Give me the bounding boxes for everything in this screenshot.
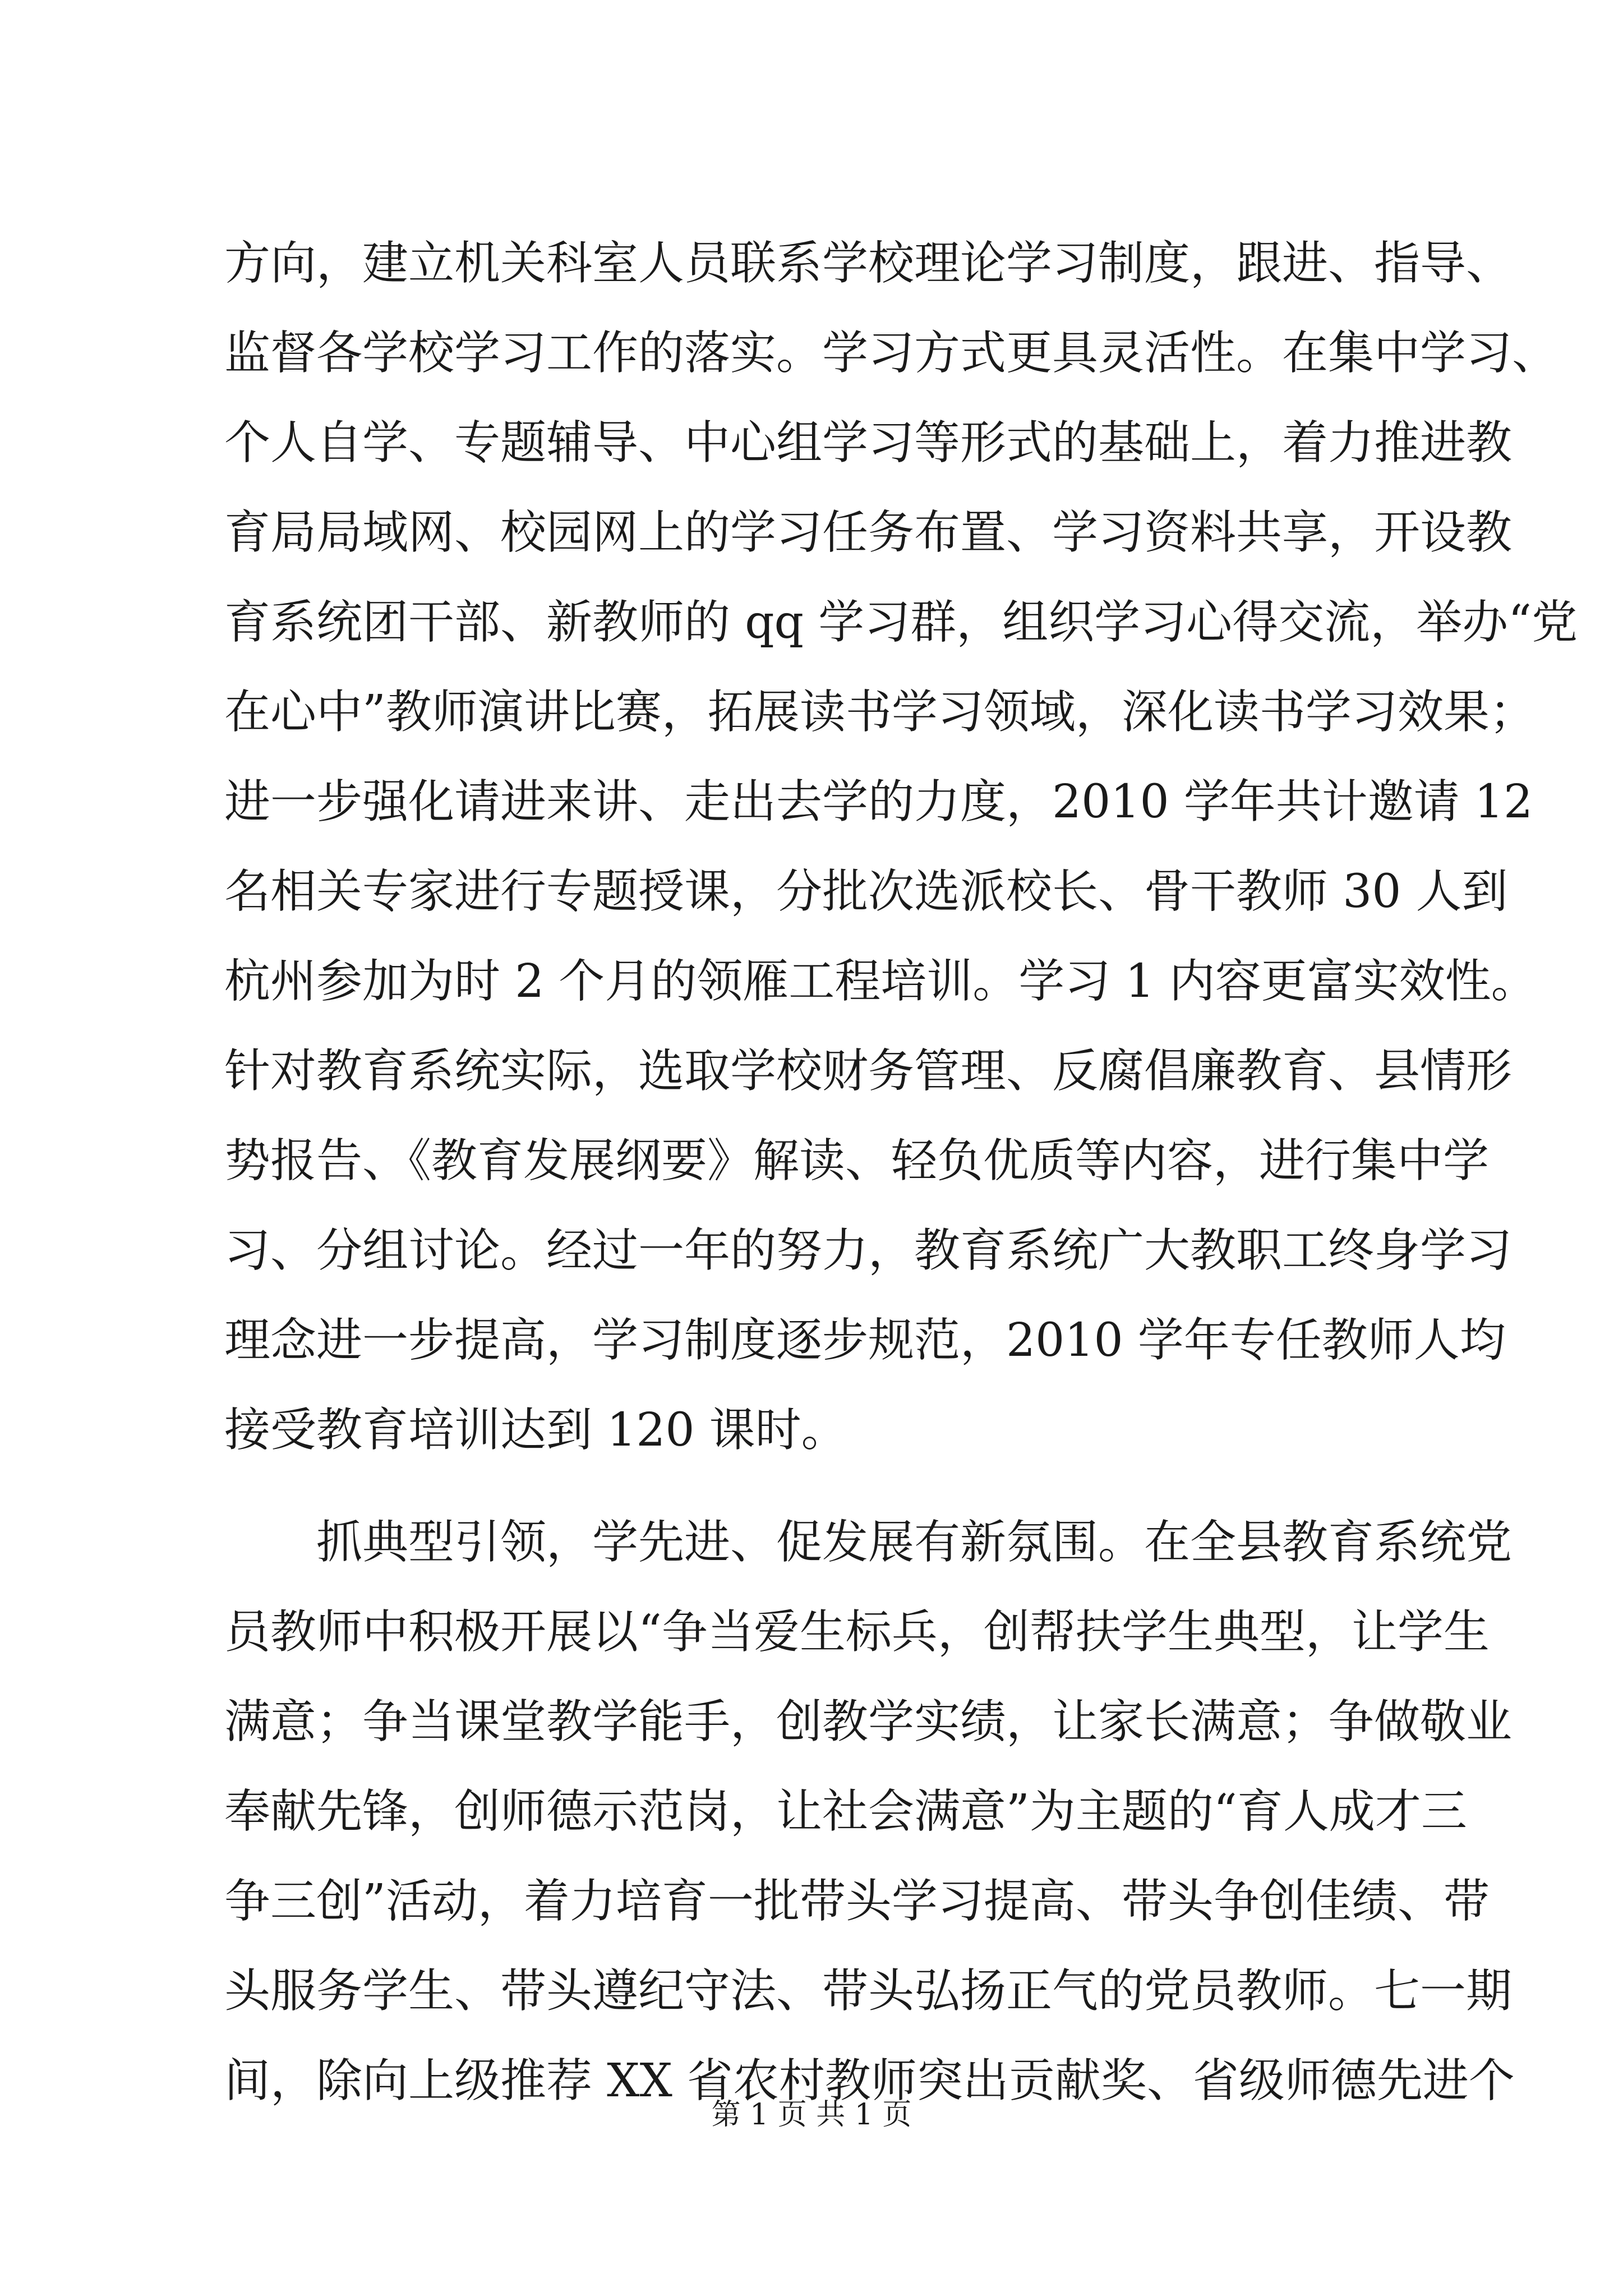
text-line: 针对教育系统实际，选取学校财务管理、反腐倡廉教育、县情形 xyxy=(224,1045,1513,1098)
text-line: 在心中”教师演讲比赛，拓展读书学习领域，深化读书学习效果； xyxy=(224,685,1536,739)
text-line: 杭州参加为时 2 个月的领雁工程培训。学习 1 内容更富实效性。 xyxy=(224,955,1537,1008)
text-line: 名相关专家进行专题授课，分批次选派校长、骨干教师 30 人到 xyxy=(224,865,1508,918)
text-line: 间，除向上级推荐 XX 省农村教师突出贡献奖、省级师德先进个 xyxy=(224,2054,1515,2108)
paragraph-1 xyxy=(224,219,1578,1475)
text-line: 争三创”活动，着力培育一批带头学习提高、带头争创佳绩、带 xyxy=(224,1875,1490,1928)
text-line: 进一步强化请进来讲、走出去学的力度，2010 学年共计邀请 12 xyxy=(224,775,1533,829)
text-line: 势报告、《教育发展纲要》解读、轻负优质等内容，进行集中学 xyxy=(224,1134,1490,1188)
text-line: 理念进一步提高，学习制度逐步规范，2010 学年专任教师人均 xyxy=(224,1314,1506,1367)
text-line: 奉献先锋，创师德示范岗，让社会满意”为主题的“育人成才三 xyxy=(224,1785,1467,1838)
text-line: 抓典型引领，学先进、促发展有新氛围。在全县教育系统党 xyxy=(224,1516,1513,1569)
text-line: 员教师中积极开展以“争当爱生标兵，创帮扶学生典型，让学生 xyxy=(224,1605,1490,1659)
document-body xyxy=(224,219,1578,2126)
text-line: 习、分组讨论。经过一年的努力，教育系统广大教职工终身学习 xyxy=(224,1224,1513,1277)
paragraph-gap xyxy=(224,1475,1419,1498)
text-line: 育系统团干部、新教师的 qq 学习群，组织学习心得交流，举办“党 xyxy=(224,596,1578,649)
text-line: 接受教育培训达到 120 课时。 xyxy=(224,1404,847,1457)
page-footer: 第 1 页 共 1 页 xyxy=(711,2098,912,2132)
text-line: 方向，建立机关科室人员联系学校理论学习制度，跟进、指导、 xyxy=(224,237,1513,290)
paragraph-2 xyxy=(224,1498,1515,2126)
text-line: 头服务学生、带头遵纪守法、带头弘扬正气的党员教师。七一期 xyxy=(224,1964,1513,2018)
text-line: 个人自学、专题辅导、中心组学习等形式的基础上，着力推进教 xyxy=(224,416,1513,470)
text-line: 育局局域网、校园网上的学习任务布置、学习资料共享，开设教 xyxy=(224,506,1513,559)
text-line: 满意；争当课堂教学能手，创教学实绩，让家长满意；争做敬业 xyxy=(224,1695,1513,1749)
text-line: 监督各学校学习工作的落实。学习方式更具灵活性。在集中学习、 xyxy=(224,326,1559,380)
